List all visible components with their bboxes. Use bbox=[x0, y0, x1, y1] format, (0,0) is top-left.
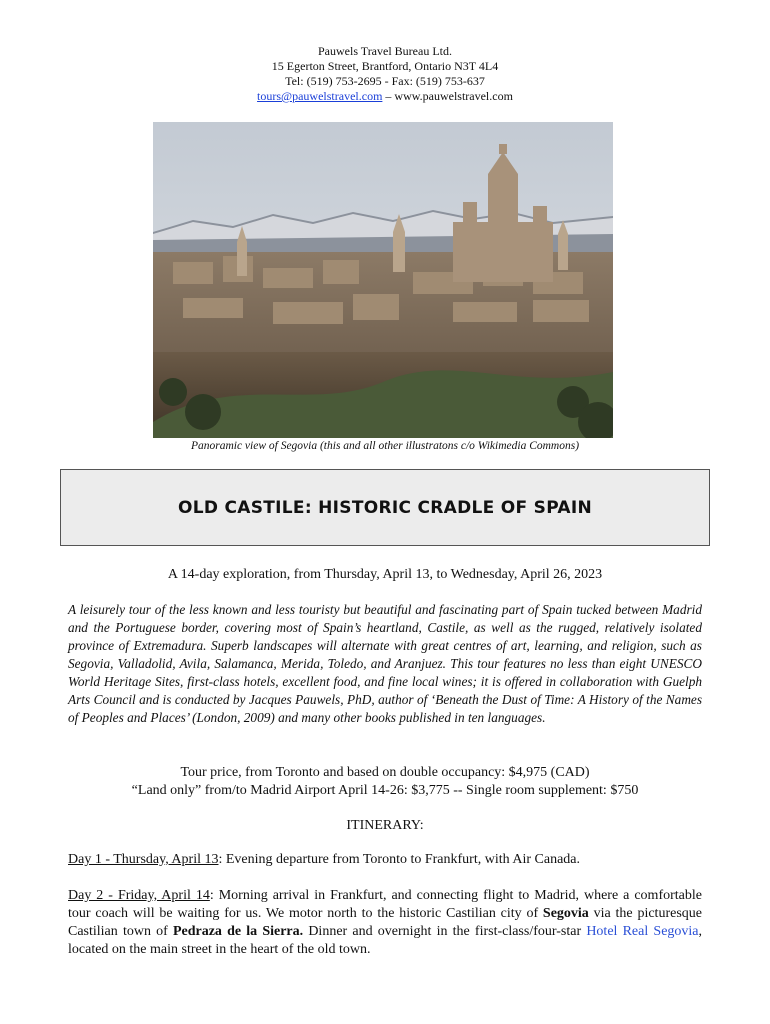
day-2-text-2: via the picturesque Castilian town of bbox=[68, 906, 702, 939]
segovia-bold: Segovia bbox=[542, 906, 589, 921]
segovia-panorama-image bbox=[153, 122, 613, 438]
pedraza-bold: Pedraza de la Sierra. bbox=[172, 924, 304, 939]
day-1-text: : Evening departure from Toronto to Frankfurt, with Air Canada. bbox=[218, 852, 580, 867]
company-name: Pauwels Travel Bureau Ltd. bbox=[318, 44, 452, 58]
day-2-text-1: : Morning arrival in Frankfurt, and connecting flight to Madrid, where a comfortable tour coach will be waiting for us. We motor north to the historic Castilian city of bbox=[68, 888, 702, 921]
tour-title: OLD CASTILE: HISTORIC CRADLE OF SPAIN bbox=[177, 497, 593, 518]
tour-dates: A 14-day exploration, from Thursday, April 13, to Wednesday, April 26, 2023 bbox=[167, 567, 603, 582]
itinerary-heading: ITINERARY: bbox=[346, 818, 424, 833]
day-2-label: Day 2 - Friday, April 14 bbox=[68, 888, 210, 903]
website-text: – www.pauwelstravel.com bbox=[382, 89, 513, 103]
itinerary-day-1 bbox=[68, 851, 702, 869]
company-address: 15 Egerton Street, Brantford, Ontario N3T 4L4 bbox=[271, 59, 499, 73]
day-2-text-4: , located on the main street in the heart of the old town. bbox=[68, 924, 703, 957]
price-info bbox=[0, 764, 770, 800]
itinerary-day-2 bbox=[68, 887, 702, 959]
company-phone: Tel: (519) 753-2695 - Fax: (519) 753-637 bbox=[285, 74, 485, 88]
tour-description: A leisurely tour of the less known and less touristy but beautiful and fascinating part of Spain tucked between Madrid and the Portuguese border, covering most of Spain’s heartland, Castile, as well as the rugged, relatively isolated province of Extremadura. Superb landscapes will alternate with great centres of art, learning, and religion, such as Segovia, Valladolid, Avila, Salamanca, Merida, Toledo, and Aranjuez. This tour features no less than eight UNESCO World Heritage Sites, first-class hotels, excellent food, and fine local wines; it is offered in collaboration with Guelph Arts Council and is conducted by Jacques Pauwels, PhD, author of ‘Beneath the Dust of Time: A History of the Names of Peoples and Places’ (London, 2009) and many other books published in ten languages. bbox=[68, 602, 702, 725]
day-2-text-3: Dinner and overnight in the first-class/four-star bbox=[303, 924, 587, 939]
land-only-price: “Land only” from/to Madrid Airport April 14-26: $3,775 -- Single room supplement: $750 bbox=[131, 783, 639, 798]
tour-price: Tour price, from Toronto and based on double occupancy: $4,975 (CAD) bbox=[180, 765, 590, 780]
letterhead bbox=[0, 44, 770, 104]
image-caption: Panoramic view of Segovia (this and all other illustratons c/o Wikimedia Commons) bbox=[190, 440, 580, 452]
email-link[interactable]: tours@pauwelstravel.com bbox=[257, 89, 383, 103]
hotel-link[interactable]: Hotel Real Segovia bbox=[586, 924, 699, 939]
day-1-label: Day 1 - Thursday, April 13 bbox=[68, 852, 219, 867]
tour-title-box bbox=[60, 469, 710, 546]
company-contact bbox=[0, 89, 770, 104]
